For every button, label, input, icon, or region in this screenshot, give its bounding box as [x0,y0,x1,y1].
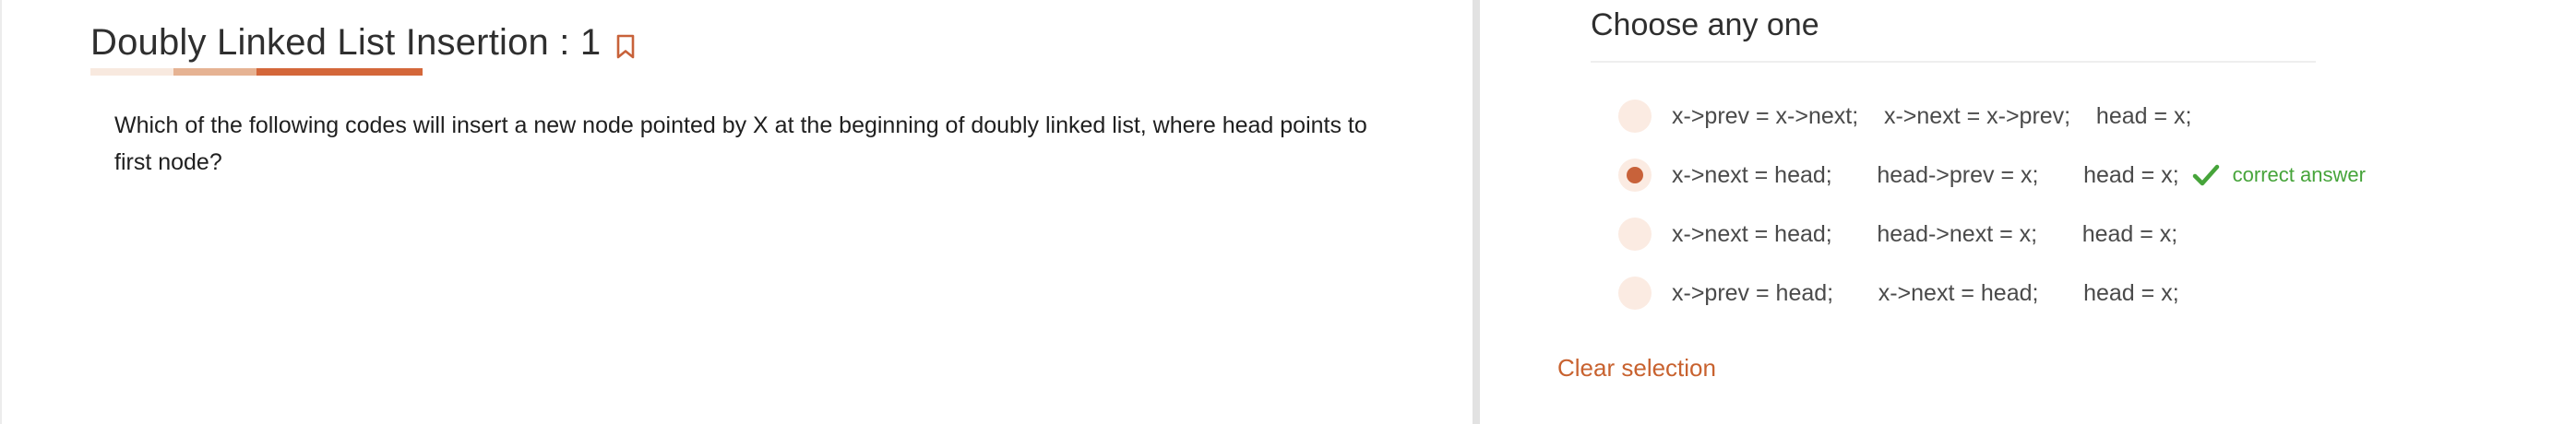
option-2[interactable] [1618,157,2366,194]
clear-selection-link[interactable]: Clear selection [1557,354,1716,382]
progress-segment [173,68,256,76]
option-1[interactable] [1618,98,2191,135]
option-radio[interactable] [1618,277,1652,310]
option-radio-selected[interactable] [1618,159,1652,192]
option-label: x->prev = x->next; x->next = x->prev; head = x; [1672,102,2192,129]
page-title: Doubly Linked List Insertion : 1 [90,22,602,63]
pane-divider[interactable] [1473,0,1480,424]
progress-segment [90,68,173,76]
answers-heading: Choose any one [1591,7,1819,42]
title-progress-bar [90,68,423,76]
question-text: Which of the following codes will insert a new node pointed by X at the beginning of doubly linked list, where head points to first node? [114,112,1367,175]
correct-feedback [2192,163,2366,187]
check-icon [2192,163,2220,187]
correct-answer-label: correct answer [2232,163,2366,186]
option-label: x->prev = head; x->next = head; head = x; [1672,279,2179,306]
heading-divider [1591,61,2316,63]
radio-selected-dot [1627,167,1643,183]
option-label: x->next = head; head->prev = x; head = x; [1672,161,2179,188]
option-radio[interactable] [1618,218,1652,251]
progress-segment [256,68,423,76]
option-4[interactable] [1618,275,2179,312]
option-radio[interactable] [1618,100,1652,133]
title-row [90,22,636,64]
option-label: x->next = head; head->next = x; head = x; [1672,220,2178,247]
bookmark-icon[interactable] [615,34,636,60]
option-3[interactable] [1618,216,2177,253]
answers-pane [1480,0,2576,424]
